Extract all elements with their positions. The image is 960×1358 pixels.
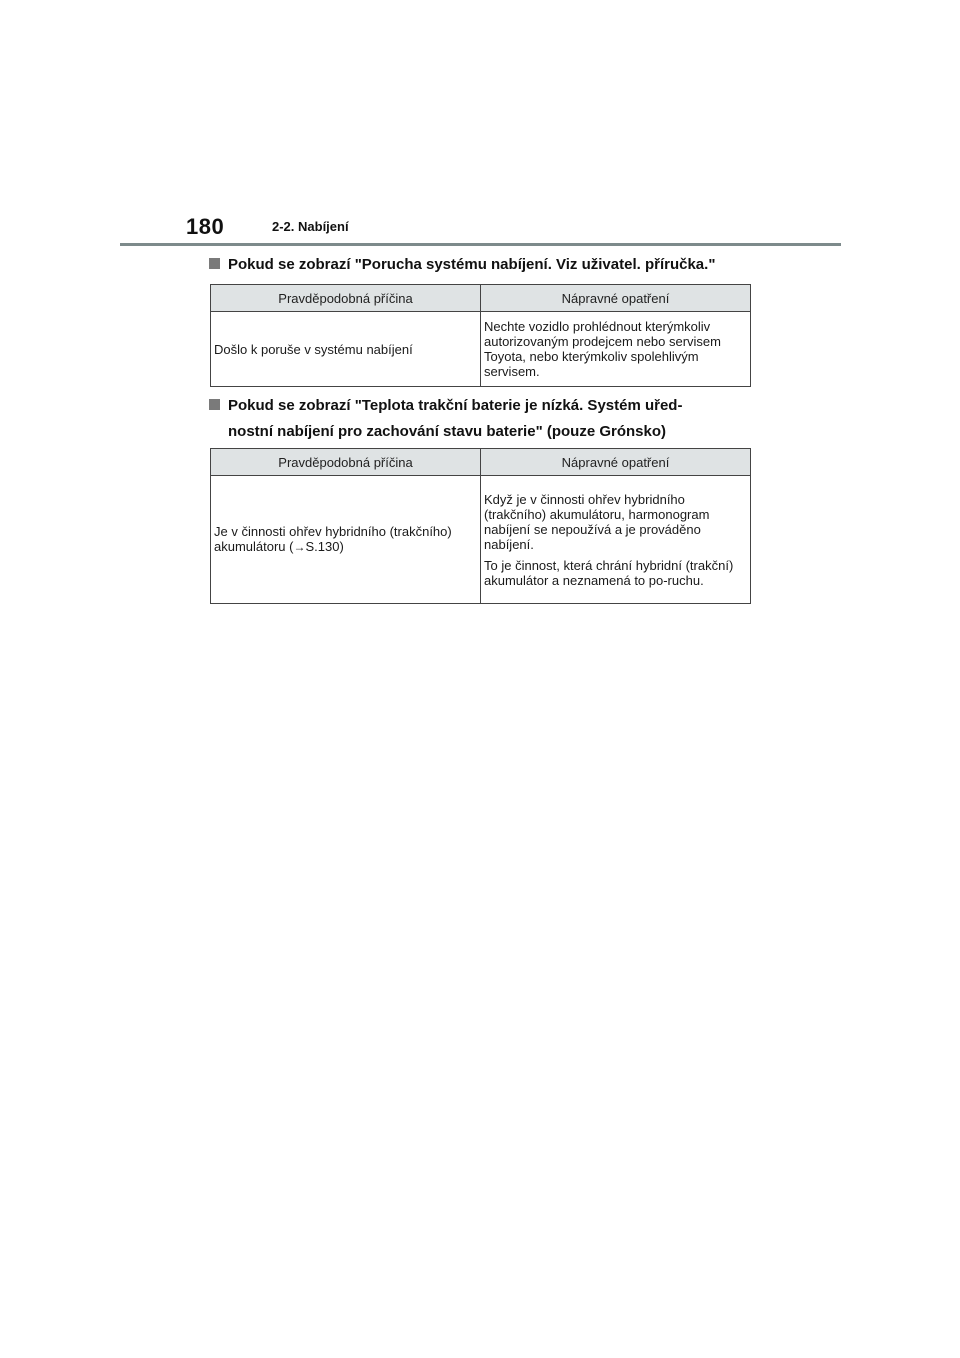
page-number: 180 — [186, 214, 225, 239]
table-row — [211, 476, 751, 604]
heading-text-line2: nostní nabíjení pro zachování stavu baterie" (pouze Grónsko) — [228, 423, 667, 440]
heading-text: Pokud se zobrazí "Porucha systému nabíjení. Viz uživatel. příručka." — [228, 256, 716, 273]
table-charging-fault — [210, 284, 751, 387]
cause-cell — [211, 476, 481, 604]
header-rule — [120, 243, 841, 246]
table-header-row — [211, 285, 751, 312]
column-header-cause: Pravděpodobná příčina — [211, 449, 481, 476]
column-header-cause: Pravděpodobná příčina — [211, 285, 481, 312]
table-low-battery-temp — [210, 448, 751, 604]
square-bullet-icon — [209, 258, 220, 269]
action-paragraph: Když je v činnosti ohřev hybridního (trakčního) akumulátoru, harmonogram nabíjení se nepoužívá a je prováděno nabíjení. — [484, 491, 710, 552]
column-header-action: Nápravné opatření — [481, 285, 751, 312]
heading-charging-fault — [209, 252, 715, 278]
action-paragraph: Nechte vozidlo prohlédnout kterýmkoliv autorizovaným prodejcem nebo servisem Toyota, nebo kterýmkoliv spolehlivým servisem. — [484, 319, 721, 379]
heading-text-line1: Pokud se zobrazí "Teplota trakční baterie je nízká. Systém uřed- — [228, 397, 683, 414]
section-title: 2-2. Nabíjení — [272, 219, 349, 234]
table-row — [211, 312, 751, 387]
column-header-action: Nápravné opatření — [481, 449, 751, 476]
cause-cell: Došlo k poruše v systému nabíjení — [211, 312, 481, 387]
cause-text: Je v činnosti ohřev hybridního (trakčního) akumulátoru ( — [214, 524, 452, 554]
table-header-row — [211, 449, 751, 476]
arrow-right-icon: → — [293, 540, 306, 554]
action-cell — [481, 312, 751, 387]
square-bullet-icon — [209, 399, 220, 410]
action-cell — [481, 476, 751, 604]
heading-low-battery-temp — [209, 393, 682, 445]
action-paragraph: To je činnost, která chrání hybridní (trakční) akumulátor a neznamená to po-ruchu. — [484, 557, 734, 588]
page-reference-link[interactable]: S.130) — [305, 539, 344, 554]
